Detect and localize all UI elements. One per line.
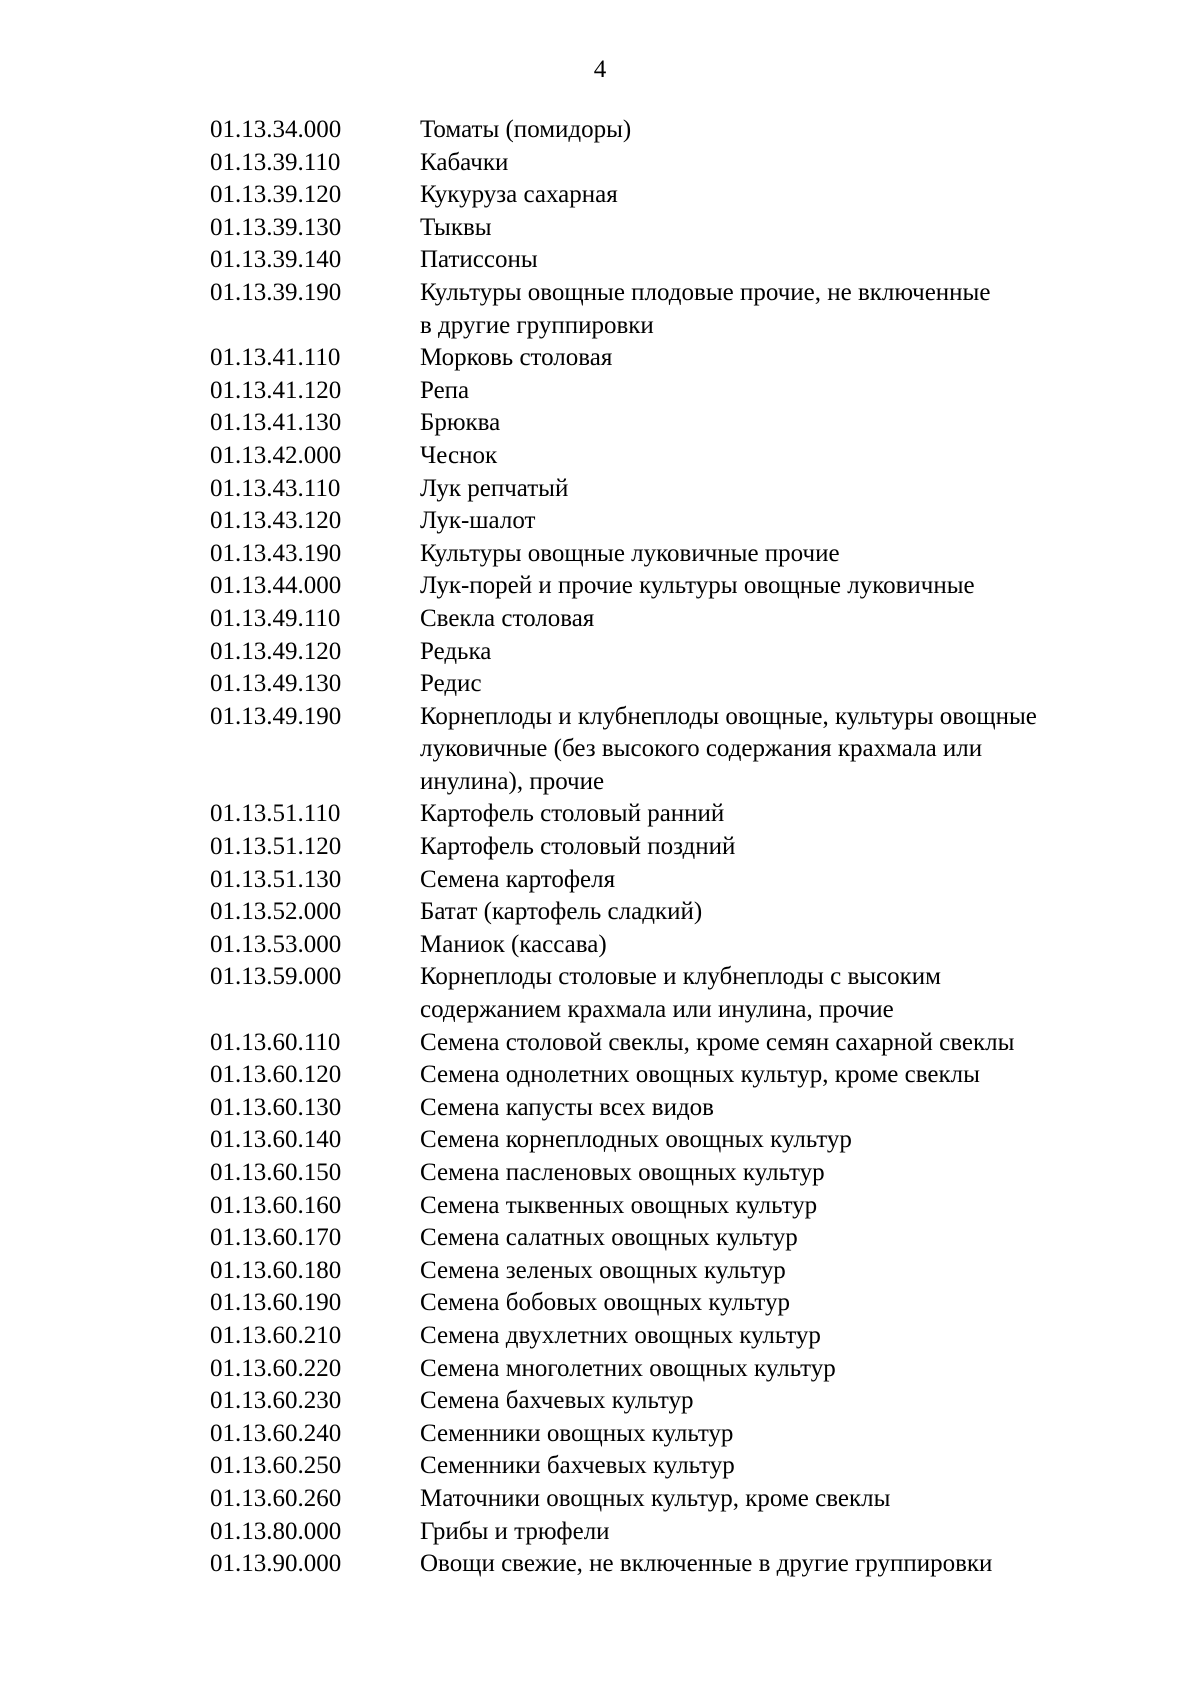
- classifier-row: [210, 570, 1160, 603]
- page-number: 4: [593, 56, 607, 83]
- classifier-name: Семена зеленых овощных культур: [420, 1256, 786, 1284]
- classifier-row: [210, 603, 1160, 636]
- classifier-name: Маниок (кассава): [420, 930, 607, 958]
- classifier-name: Семена двухлетних овощных культур: [420, 1321, 821, 1349]
- classifier-code: 01.13.39.140: [210, 246, 342, 274]
- classifier-row: [210, 1548, 1160, 1581]
- classifier-row: [210, 961, 1160, 1026]
- classifier-name: Лук-порей и прочие культуры овощные луковичные: [420, 572, 975, 600]
- classifier-name: Семена однолетних овощных культур, кроме свеклы: [420, 1061, 980, 1089]
- classifier-code: 01.13.60.150: [210, 1159, 342, 1186]
- classifier-code: 01.13.34.000: [210, 116, 342, 143]
- classifier-name: Патиссоны: [420, 246, 538, 274]
- classifier-row: [210, 1124, 1160, 1157]
- classifier-name: Картофель столовый ранний: [420, 800, 725, 828]
- classifier-name: Культуры овощные плодовые прочие, не включенные в другие группировки: [420, 278, 991, 339]
- classifier-name: Семенники бахчевых культур: [420, 1452, 735, 1480]
- classifier-code: 01.13.60.180: [210, 1256, 342, 1284]
- classifier-row: [210, 440, 1160, 473]
- classifier-code: 01.13.59.000: [210, 963, 342, 991]
- classifier-name: Кабачки: [420, 148, 509, 176]
- classifier-name: Кукуруза сахарная: [420, 181, 618, 209]
- classifier-code: 01.13.49.190: [210, 702, 342, 730]
- classifier-name: Батат (картофель сладкий): [420, 898, 703, 926]
- classifier-name: Лук-шалот: [420, 507, 536, 535]
- classifier-code: 01.13.80.000: [210, 1517, 342, 1545]
- classifier-row: [210, 473, 1160, 506]
- classifier-name: Грибы и трюфели: [420, 1517, 610, 1545]
- classifier-code: 01.13.51.130: [210, 865, 342, 893]
- classifier-code: 01.13.90.000: [210, 1550, 342, 1578]
- classifier-code: 01.13.60.230: [210, 1387, 342, 1415]
- classifier-code: 01.13.44.000: [210, 572, 342, 600]
- classifier-row: [210, 701, 1160, 799]
- classifier-name: Свекла столовая: [420, 604, 595, 632]
- classifier-row: [210, 342, 1160, 375]
- classifier-row: [210, 538, 1160, 571]
- classifier-name: Лук репчатый: [420, 474, 569, 502]
- classifier-name: Семена картофеля: [420, 865, 616, 893]
- classifier-name: Семена бобовых овощных культур: [420, 1289, 791, 1317]
- classifier-row: [210, 244, 1160, 277]
- classifier-name: Корнеплоды и клубнеплоды овощные, культуры овощные луковичные (без высокого содержания крахмала или инулина), прочие: [420, 702, 1037, 795]
- classifier-row: [210, 407, 1160, 440]
- classifier-code: 01.13.60.140: [210, 1126, 342, 1154]
- classifier-code: 01.13.41.120: [210, 376, 342, 404]
- classifier-name: Картофель столовый поздний: [420, 833, 736, 861]
- classifier-row: [210, 114, 1160, 147]
- classifier-list: [210, 114, 1160, 1581]
- classifier-code: 01.13.39.130: [210, 213, 342, 241]
- classifier-code: 01.13.43.120: [210, 507, 342, 535]
- classifier-code: 01.13.41.110: [210, 344, 341, 372]
- classifier-name: Семена корнеплодных овощных культур: [420, 1126, 852, 1154]
- classifier-code: 01.13.41.130: [210, 409, 342, 437]
- classifier-code: 01.13.60.120: [210, 1061, 342, 1089]
- classifier-row: [210, 1092, 1160, 1125]
- classifier-row: [210, 1353, 1160, 1386]
- classifier-code: 01.13.60.250: [210, 1452, 342, 1480]
- classifier-row: [210, 896, 1160, 929]
- classifier-row: [210, 929, 1160, 962]
- classifier-row: [210, 864, 1160, 897]
- classifier-row: [210, 798, 1160, 831]
- classifier-name: Семена салатных овощных культур: [420, 1224, 798, 1252]
- classifier-code: 01.13.52.000: [210, 898, 342, 926]
- classifier-row: [210, 1059, 1160, 1092]
- classifier-row: [210, 1418, 1160, 1451]
- classifier-row: [210, 212, 1160, 245]
- classifier-name: Редис: [420, 670, 482, 698]
- classifier-name: Тыквы: [420, 213, 492, 241]
- classifier-code: 01.13.60.160: [210, 1191, 342, 1219]
- classifier-name: Маточники овощных культур, кроме свеклы: [420, 1484, 891, 1512]
- classifier-row: [210, 1320, 1160, 1353]
- classifier-code: 01.13.60.190: [210, 1289, 342, 1317]
- classifier-name: Томаты (помидоры): [420, 116, 632, 143]
- classifier-code: 01.13.43.190: [210, 539, 342, 567]
- classifier-code: 01.13.60.240: [210, 1419, 342, 1447]
- classifier-row: [210, 1190, 1160, 1223]
- classifier-code: 01.13.39.110: [210, 148, 341, 176]
- classifier-name: Брюква: [420, 409, 501, 437]
- classifier-name: Корнеплоды столовые и клубнеплоды с высоким содержанием крахмала или инулина, прочие: [420, 963, 941, 1024]
- classifier-row: [210, 1157, 1160, 1190]
- classifier-name: Семена капусты всех видов: [420, 1093, 714, 1121]
- classifier-name: Семена многолетних овощных культур: [420, 1354, 836, 1382]
- classifier-code: 01.13.51.120: [210, 833, 342, 861]
- classifier-code: 01.13.39.190: [210, 278, 342, 306]
- classifier-name: Семена тыквенных овощных культур: [420, 1191, 818, 1219]
- classifier-row: [210, 636, 1160, 669]
- classifier-name: Семена пасленовых овощных культур: [420, 1159, 825, 1186]
- classifier-row: [210, 1516, 1160, 1549]
- classifier-name: Семенники овощных культур: [420, 1419, 734, 1447]
- classifier-code: 01.13.49.120: [210, 637, 342, 665]
- classifier-row: [210, 1450, 1160, 1483]
- classifier-row: [210, 277, 1160, 342]
- classifier-row: [210, 1287, 1160, 1320]
- classifier-name: Культуры овощные луковичные прочие: [420, 539, 840, 567]
- classifier-code: 01.13.43.110: [210, 474, 341, 502]
- classifier-code: 01.13.60.210: [210, 1321, 342, 1349]
- classifier-name: Овощи свежие, не включенные в другие группировки: [420, 1550, 993, 1578]
- classifier-name: Репа: [420, 376, 470, 404]
- classifier-row: [210, 1027, 1160, 1060]
- classifier-code: 01.13.60.220: [210, 1354, 342, 1382]
- classifier-row: [210, 1385, 1160, 1418]
- classifier-row: [210, 179, 1160, 212]
- classifier-row: [210, 147, 1160, 180]
- classifier-code: 01.13.51.110: [210, 800, 341, 828]
- classifier-row: [210, 1255, 1160, 1288]
- classifier-code: 01.13.53.000: [210, 930, 342, 958]
- classifier-code: 01.13.39.120: [210, 181, 342, 209]
- classifier-row: [210, 1483, 1160, 1516]
- classifier-name: Семена бахчевых культур: [420, 1387, 694, 1415]
- classifier-code: 01.13.60.260: [210, 1484, 342, 1512]
- classifier-code: 01.13.60.110: [210, 1028, 341, 1056]
- classifier-code: 01.13.60.130: [210, 1093, 342, 1121]
- classifier-name: Морковь столовая: [420, 344, 613, 372]
- classifier-code: 01.13.49.130: [210, 670, 342, 698]
- classifier-row: [210, 375, 1160, 408]
- classifier-name: Редька: [420, 637, 492, 665]
- classifier-code: 01.13.60.170: [210, 1224, 342, 1252]
- classifier-name: Семена столовой свеклы, кроме семян сахарной свеклы: [420, 1028, 1015, 1056]
- classifier-row: [210, 668, 1160, 701]
- classifier-code: 01.13.49.110: [210, 604, 341, 632]
- classifier-row: [210, 831, 1160, 864]
- classifier-row: [210, 1222, 1160, 1255]
- classifier-name: Чеснок: [420, 441, 498, 469]
- classifier-row: [210, 505, 1160, 538]
- classifier-code: 01.13.42.000: [210, 441, 342, 469]
